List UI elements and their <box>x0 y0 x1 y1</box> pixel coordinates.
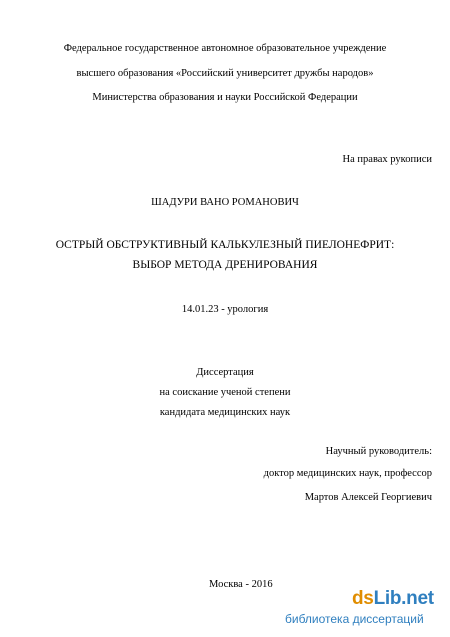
institution-line-1: Федеральное государственное автономное образовательное учреждение <box>63 43 387 54</box>
thesis-title <box>0 239 450 272</box>
degree-line-2: на соискание ученой степени <box>159 387 291 398</box>
degree-line-1: Диссертация <box>196 367 254 378</box>
supervisor-line-3: Мартов Алексей Георгиевич <box>304 492 432 503</box>
degree-block <box>0 366 450 419</box>
dslib-watermark-logo <box>352 589 434 609</box>
thesis-title-line-2: ВЫБОР МЕТОДА ДРЕНИРОВАНИЯ <box>132 259 318 271</box>
institution-line-2: высшего образования «Российский университет дружбы народов» <box>76 68 374 79</box>
supervisor-line-1: Научный руководитель: <box>325 446 432 457</box>
watermark-subtitle: библиотека диссертаций <box>285 612 424 626</box>
watermark-logo-lib: Lib <box>373 588 402 609</box>
manuscript-rights-note: На правах рукописи <box>342 154 432 165</box>
watermark-logo-ds: ds <box>352 588 374 609</box>
degree-line-3: кандидата медицинских наук <box>159 407 291 418</box>
city-year: Москва - 2016 <box>209 579 273 590</box>
supervisor-line-2: доктор медицинских наук, профессор <box>263 468 432 479</box>
supervisor-block <box>264 445 432 504</box>
institution-block <box>0 42 450 104</box>
specialty-code: 14.01.23 - урология <box>181 304 269 315</box>
author-name: ШАДУРИ ВАНО РОМАНОВИЧ <box>151 197 299 208</box>
watermark-logo-net: .net <box>401 588 434 609</box>
institution-line-3: Министерства образования и науки Российской Федерации <box>92 92 358 103</box>
thesis-title-line-1: ОСТРЫЙ ОБСТРУКТИВНЫЙ КАЛЬКУЛЕЗНЫЙ ПИЕЛОНЕФРИТ: <box>55 239 395 251</box>
